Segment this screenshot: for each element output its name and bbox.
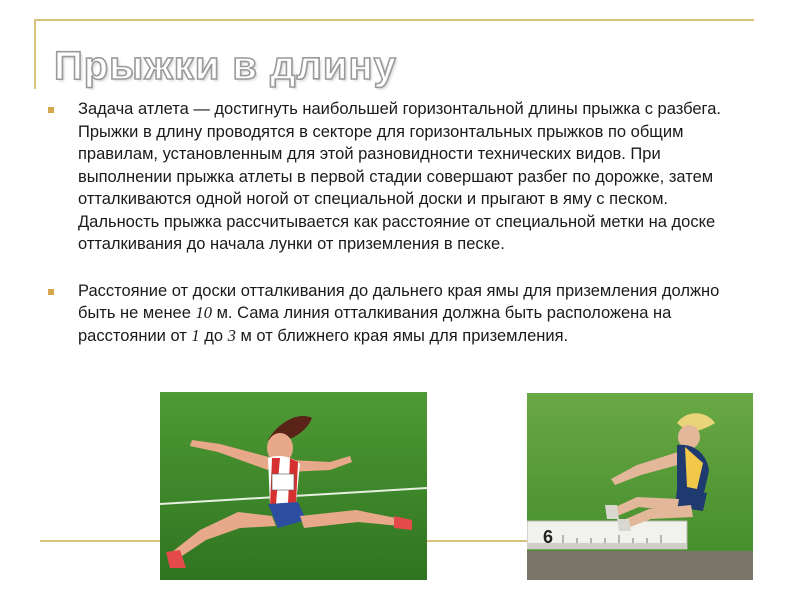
frame-line-top [34, 19, 754, 21]
athlete-jump-illustration [160, 392, 427, 580]
bullet-text-part: до [199, 326, 228, 345]
frame-line-left [34, 19, 36, 89]
bullet-list [44, 98, 744, 347]
square-bullet-icon [48, 289, 54, 295]
slide-title: Прыжки в длину [54, 44, 397, 88]
bullet-text: Задача атлета — достигнуть наибольшей горизонтальной длины прыжка с разбега. Прыжки в длину проводятся в секторе для горизонтальных прыжков по общим правилам, установленным для этой разновидности технических видов. При выполнении прыжка атлеты в первой стадии совершают разбег по дорожке, затем отталкиваются одной ногой от специальной доски и прыгают в яму с песком. Дальность прыжка рассчитывается как расстояние от специальной метки на доске отталкивания до начала лунки от приземления в песке. [78, 100, 721, 253]
photo-athlete-jump [160, 392, 427, 580]
bullet-text-part: м. Сама линия отталкивания должна быть расположена на расстоянии от [78, 304, 672, 345]
bullet-item [44, 98, 744, 256]
bullet-text-part: Расстояние от доски отталкивания до дальнего края ямы для приземления должно быть не менее [78, 281, 720, 322]
bullet-text-part: м от ближнего края ямы для приземления. [235, 326, 569, 345]
athlete-landing-illustration [527, 393, 753, 580]
square-bullet-icon [48, 107, 54, 113]
number-value: 10 [195, 303, 212, 322]
number-value: 1 [191, 325, 200, 345]
board-number: 6 [543, 527, 554, 547]
number-value: 3 [227, 325, 236, 345]
bullet-item [44, 280, 744, 348]
photo-athlete-landing [527, 393, 753, 580]
